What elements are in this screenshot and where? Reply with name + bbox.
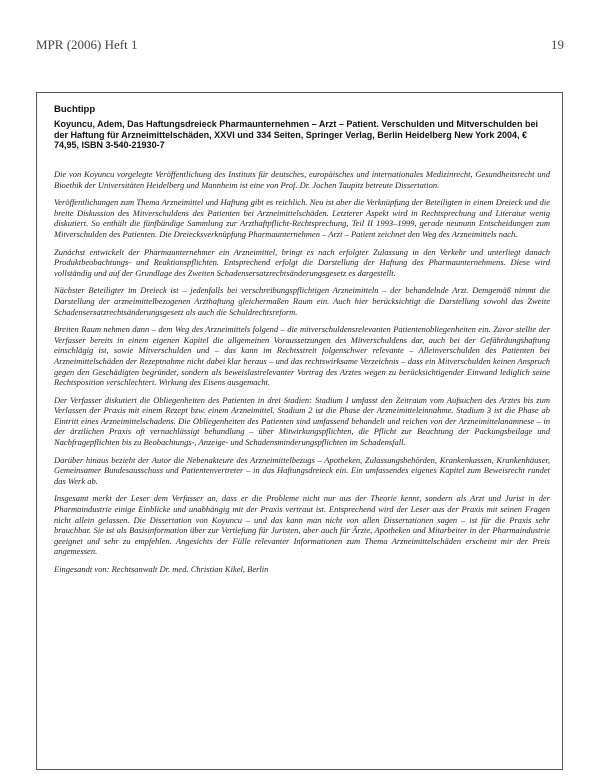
page-number: 19 bbox=[551, 37, 564, 52]
review-paragraph: Veröffentlichungen zum Thema Arzneimittel und Haftung gibt es reichlich. Neu ist aber die Verknüpfung der Beteiligten in einem Dreieck und die breite Diskussion des Mitverschuldens des Patienten bei Arzneimittelschäden. Letzterer Aspekt wird in Rechtsprechung und Literatur wenig diskutiert. So enthält die fünfbändige Sammlung zur Arzthaftpflicht-Rechtsprechung, Teil II 1993–1999, gerade neununn Entscheidungen zum Mitverschulden des Patienten. Die Dreiecksverknüpfung Pharmaunternehmen – Arzt – Patient zeichnet den Weg des Arzneimittels nach. bbox=[54, 197, 550, 239]
review-paragraph: Darüber hinaus bezieht der Autor die Nebenakteure des Arzneimittelbezugs – Apotheken, Zulassungsbehörden, Krankenkassen, Krankenhäuser, Gemeinsamer Bundesausschuss und Patientenvertreter – in das Haftungsdreieck ein. Ein umfassendes eigenes Kapitel zum Beweisrecht rundet das Werk ab. bbox=[54, 454, 550, 486]
journal-citation: MPR (2006) Heft 1 bbox=[36, 37, 138, 52]
review-body bbox=[54, 169, 550, 582]
section-heading: Buchtipp bbox=[54, 104, 96, 115]
review-paragraph: Insgesamt merkt der Leser dem Verfasser an, dass er die Probleme nicht nur aus der Theorie kennt, sondern als Arzt und Jurist in der Pharmaindustrie einige Einblicke und unabhängig mit der Praxis vertraut ist. Entsprechend wird der Leser aus der Praxis mit seinen Fragen nicht allein gelassen. Die Dissertation von Koyuncu – und das kann man nicht von allen Dissertationen sagen – ist für die Praxis sehr brauchbar. Sie ist als Basisinformation über zur Vertiefung für Juristen, aber auch für Ärzte, Apotheken und Mitarbeiter in der Pharmaindustrie geeignet und sehr zu empfehlen. Angesichts der Fülle relevanter Informationen zum Thema Arzneimittelschäden erscheint mir der Preis angemessen. bbox=[54, 493, 550, 557]
book-review-box bbox=[36, 92, 563, 770]
review-paragraph: Breiten Raum nehmen dann – dem Weg des Arzneimittels folgend – die mitverschuldensrelevanten Patientenobliegenheiten ein. Zuvor stellte der Verfasser bereits in einem eigenen Kapitel die allgemeinen Voraussetzungen des Mitverschuldens dar, auch bei der Gefährdungshaftung einschlägig ist, sowie Mitverschulden und – das kann im Rechtsstreit folgenschwer relevante – Alleinverschulden des Patienten bei Arzneimittelschäden der Rezeptnahme nicht dabei klar heraus – und das rechtswirksame Verzeichnis – dass ein Mitverschulden keinen Anspruch gegen den Geschädigten begründet, sondern als beweislastrelevanter Vortrag des Arztes wegen zu berücksichtigender Einwand lediglich seine Rechtsposition verschlechtert. Wirkung des Eisens ausgemacht. bbox=[54, 324, 550, 388]
review-paragraph: Die von Koyuncu vorgelegte Veröffentlichung des Instituts für deutsches, europäisches und internationales Medizinrecht, Gesundheitsrecht und Bioethik der Universitäten Heidelberg und Mannheim ist eine von Prof. Dr. Jochen Taupitz betreute Dissertation. bbox=[54, 169, 550, 190]
review-paragraph: Zunächst entwickelt der Pharmaunternehmer ein Arzneimittel, bringt es nach erfolgter Zulassung in den Verkehr und unterliegt danach Produktbeobachtungs- und Reaktionspflichten. Entsprechend erfolgt die Darstellung der Haftung des Pharmaunternehmens. Diese wird vollständig und auf der Grundlage des Zweiten Schadensersatzrechtsänderungsgesetz es dargestellt. bbox=[54, 246, 550, 278]
bibliographic-entry: Koyuncu, Adem, Das Haftungsdreieck Pharmaunternehmen – Arzt – Patient. Verschulden und Mitverschulden bei der Haftung für Arzneimittelschäden, XXVI und 334 Seiten, Springer Verlag, Berlin Heidelberg New York 2004, € 74,95, ISBN 3-540-21930-7 bbox=[54, 119, 538, 150]
review-paragraph: Nächster Beteiligter im Dreieck ist – jedenfalls bei verschreibungspflichtigen Arzneimitteln – der behandelnde Arzt. Demgemäß nimmt die Darstellung der arzneimittelbezogenen Arzthaftung gleichermaßen Raum ein. Auch hier berücksichtigt die Darstellung sowohl das Zweite Schadensersatzrechtsänderungsgesetz als auch die Schuldrechtsreform. bbox=[54, 285, 550, 317]
review-paragraph: Der Verfasser diskutiert die Obliegenheiten des Patienten in drei Stadien: Stadium I umfasst den Zeitraum vom Aufsuchen des Arztes bis zum Verlassen der Praxis mit einem Rezept bzw. einem Arzneimittel. Stadium 2 ist die Phase der Arzneimitteleinnahme. Stadium 3 ist die Phase ab Eintritt eines Arzneimittelschadens. Die Obliegenheiten des Patienten sind umfassend behandelt und reichen von der Arzneimittelanamnese – in der ärztlichen Praxis oft vernachlässigt behandlung – über Mitwirkungspflichten, die Pflicht zur Beachtung der Packungsbeilage und Nachfragepflichten bis zu Beobachtungs-, Anzeige- und Schadensminderungspflichten im Schadensfall. bbox=[54, 394, 550, 448]
reviewer-signature: Eingesandt von: Rechtsanwalt Dr. med. Christian Kikel, Berlin bbox=[54, 564, 269, 574]
